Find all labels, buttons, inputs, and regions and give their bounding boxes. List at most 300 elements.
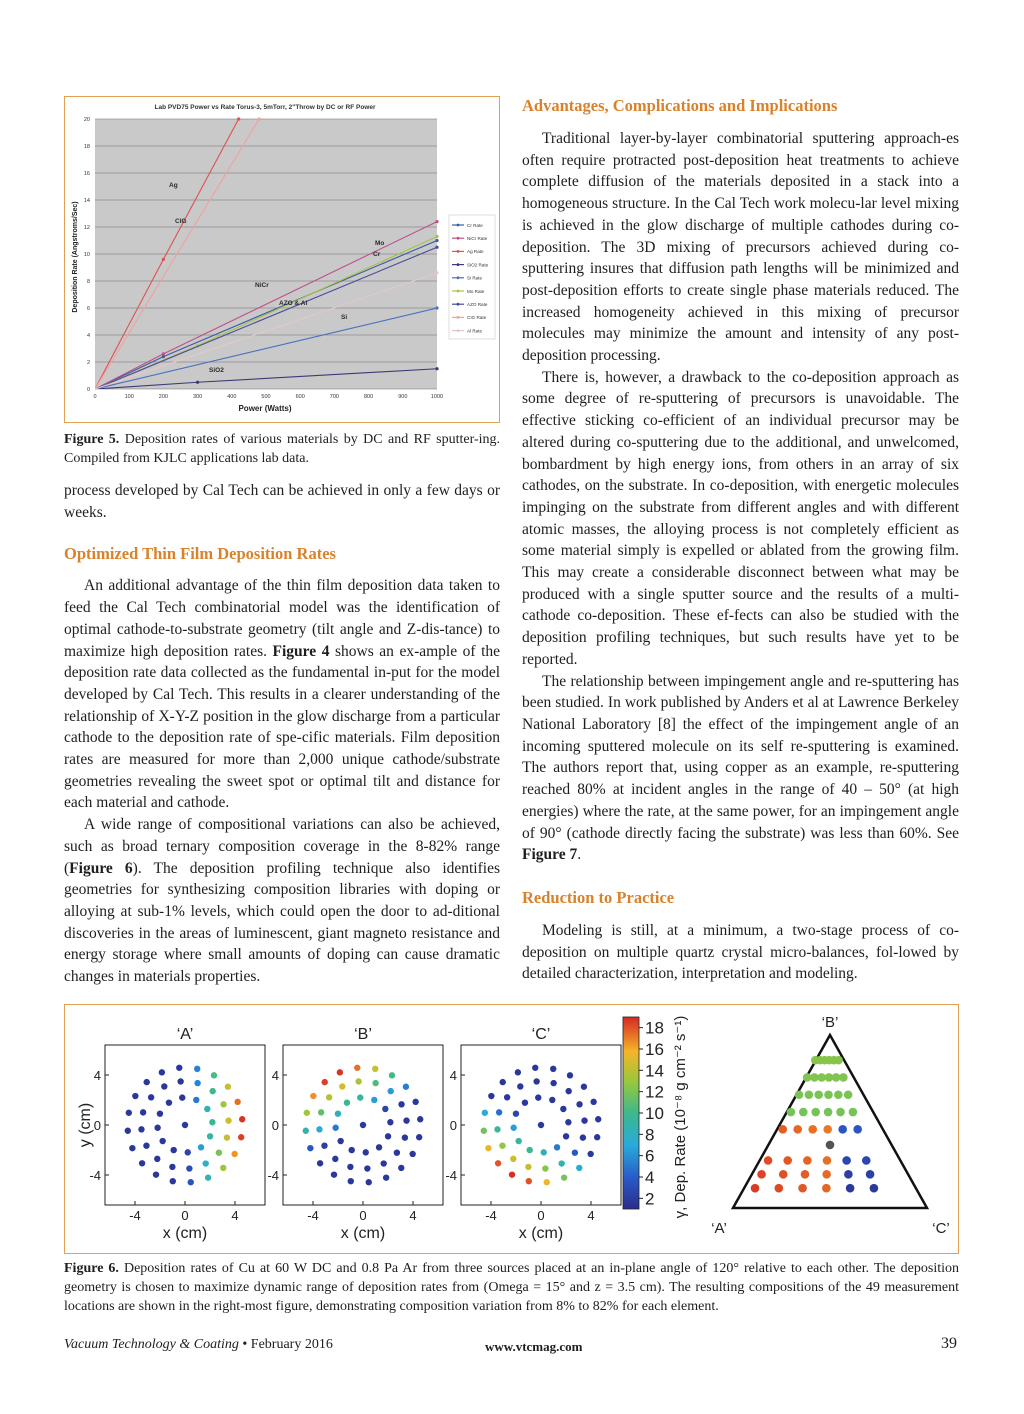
measurement-point [541, 1149, 547, 1155]
x-tick-label: 4 [409, 1208, 417, 1223]
measurement-point [535, 1094, 541, 1100]
measurement-point [322, 1079, 328, 1085]
measurement-point [494, 1126, 500, 1132]
panel-title: ‘B’ [354, 1026, 372, 1043]
figure-6-caption-label: Figure 6. [64, 1261, 119, 1276]
left-paragraph-continued: process developed by Cal Tech can be achieved in only a few days or weeks. [64, 482, 500, 521]
legend-label: Si Rate [467, 275, 483, 281]
composition-point [801, 1170, 810, 1179]
x-axis-label: x (cm) [162, 1225, 208, 1242]
measurement-point [402, 1134, 408, 1140]
measurement-point [225, 1084, 231, 1090]
composition-point [751, 1184, 760, 1193]
measurement-point [204, 1106, 210, 1112]
y-tick-label: 4 [271, 1068, 279, 1083]
right-p3-text-b: . [577, 846, 582, 864]
composition-point [757, 1170, 766, 1179]
data-point [435, 220, 438, 223]
x-tick-label: 400 [227, 394, 237, 400]
right-paragraph-4: Modeling is still, at a minimum, a two-stage process of co-deposition on multiple quartz crystal micro-balances, fol-lowed by detailed characterization, interpretation and modeling. [522, 921, 959, 983]
legend-marker [457, 237, 460, 240]
legend-label: Al Rate [467, 328, 483, 334]
measurement-point [515, 1138, 521, 1144]
figure-5-chart [65, 97, 498, 421]
composition-point [826, 1141, 835, 1150]
y-tick-label: 4 [86, 333, 90, 339]
composition-point [849, 1108, 858, 1117]
legend-label: SiO2 Rate [467, 262, 489, 268]
measurement-point [363, 1149, 369, 1155]
colorbar-tick-label: 18 [645, 1018, 664, 1038]
measurement-point [510, 1125, 516, 1131]
measurement-point [371, 1097, 377, 1103]
measurement-point [332, 1125, 338, 1131]
measurement-point [239, 1116, 245, 1122]
measurement-point [220, 1165, 226, 1171]
legend-marker [457, 224, 460, 227]
composition-point [870, 1184, 879, 1193]
y-tick-label: 10 [83, 252, 90, 258]
measurement-point [550, 1066, 556, 1072]
composition-point [822, 1184, 831, 1193]
measurement-point [403, 1084, 409, 1090]
measurement-point [303, 1128, 309, 1134]
y-tick-label: 0 [271, 1118, 279, 1133]
composition-point [793, 1125, 802, 1134]
legend-marker [457, 276, 460, 279]
y-tick-label: -4 [89, 1168, 101, 1183]
measurement-point [177, 1078, 183, 1084]
y-axis-label: Deposition Rate (Angstroms/Sec) [72, 201, 79, 313]
x-tick-label: -4 [307, 1208, 319, 1223]
measurement-point [526, 1178, 532, 1184]
heading-optimized-deposition: Optimized Thin Film Deposition Rates [64, 544, 336, 564]
legend-label: AZO Rate [467, 302, 488, 307]
measurement-point [307, 1145, 313, 1151]
measurement-point [332, 1156, 338, 1162]
footer-journal [64, 1337, 333, 1353]
measurement-point [515, 1069, 521, 1075]
legend-marker [457, 329, 460, 332]
measurement-point [347, 1164, 353, 1170]
colorbar-tick-label: 8 [645, 1125, 655, 1145]
right-paragraph-1: Traditional layer-by-layer combinatorial sputtering approach-es often require protracted post-deposition heat treatments to achieve complete diffusion of the materials deposited in a stack into a homogeneous structure. In the Cal Tech work molecu-lar level mixing is achieved in the glow discharge of multiple cathodes during co-deposition. The 3D mixing of precursors achieved during co-sputtering insures that diffusion path lengths will be minimized and post-deposition efforts to create single phase materials reduced. The increased homogeneity achieved in this mixing of precursor molecules may minimize the amount and intensity of any post-deposition processing. [522, 130, 959, 365]
measurement-point [194, 1080, 200, 1086]
composition-point [775, 1184, 784, 1193]
measurement-point [550, 1080, 556, 1086]
y-axis-label: y (cm) [77, 1102, 94, 1148]
series-annotation: Mo [375, 240, 385, 247]
x-tick-label: 4 [587, 1208, 595, 1223]
colorbar-tick-label: 10 [645, 1104, 664, 1123]
measurement-point [216, 1149, 222, 1155]
measurement-point [304, 1110, 310, 1116]
y-tick-label: 0 [449, 1118, 457, 1133]
measurement-point [488, 1093, 494, 1099]
measurement-point [366, 1179, 372, 1185]
measurement-point [496, 1109, 502, 1115]
measurement-point [517, 1083, 523, 1089]
data-point [435, 235, 438, 238]
heading-reduction-to-practice: Reduction to Practice [522, 887, 675, 907]
legend-marker [457, 250, 460, 253]
composition-point [783, 1156, 792, 1165]
measurement-point [499, 1142, 505, 1148]
measurement-point [337, 1069, 343, 1075]
measurement-point [595, 1116, 601, 1122]
data-point [162, 258, 165, 261]
measurement-point [409, 1151, 415, 1157]
measurement-point [558, 1160, 564, 1166]
legend-label: Mo Rate [467, 288, 485, 294]
legend-marker [457, 290, 460, 293]
legend-marker [457, 316, 460, 319]
composition-point [764, 1156, 773, 1165]
composition-point [779, 1170, 788, 1179]
measurement-point [590, 1099, 596, 1105]
colorbar-tick-label: 6 [645, 1146, 655, 1166]
measurement-point [382, 1106, 388, 1112]
composition-point [798, 1184, 807, 1193]
measurement-point [234, 1099, 240, 1105]
x-tick-label: 0 [537, 1208, 545, 1223]
measurement-point [398, 1165, 404, 1171]
x-tick-label: 100 [124, 394, 134, 400]
measurement-point [348, 1178, 354, 1184]
measurement-point [225, 1117, 231, 1123]
figure-5-frame [64, 96, 500, 423]
measurement-point [159, 1069, 165, 1075]
x-tick-label: -4 [485, 1208, 497, 1223]
right-column [522, 96, 959, 985]
composition-point [824, 1108, 833, 1117]
measurement-point [500, 1079, 506, 1085]
composition-point [823, 1156, 832, 1165]
measurement-point [387, 1088, 393, 1094]
spatial-panel [77, 1026, 265, 1242]
measurement-point [316, 1126, 322, 1132]
measurement-point [364, 1165, 370, 1171]
composition-point [814, 1090, 823, 1099]
measurement-point [202, 1160, 208, 1166]
measurement-point [394, 1149, 400, 1155]
y-tick-label: 6 [86, 306, 90, 312]
measurement-point [209, 1088, 215, 1094]
measurement-point [157, 1110, 163, 1116]
measurement-point [581, 1084, 587, 1090]
measurement-point [544, 1179, 550, 1185]
left-p2-figure-ref: Figure 6 [69, 859, 133, 877]
data-point [435, 367, 438, 370]
composition-point [805, 1090, 814, 1099]
measurement-point [594, 1134, 600, 1140]
measurement-point [495, 1160, 501, 1166]
measurement-point [154, 1156, 160, 1162]
measurement-point [357, 1094, 363, 1100]
chart-title: Lab PVD75 Power vs Rate Torus-3, 5mTorr, 2"Throw by DC or RF Power [154, 104, 376, 111]
y-tick-label: 2 [86, 360, 90, 366]
heading-advantages: Advantages, Complications and Implications [522, 96, 838, 115]
right-paragraph-2: There is, however, a drawback to the co-deposition approach as some degree of re-sputtering of precursors is unavoidable. The effective sticking co-efficient of an individual precursor may be altered during co-sputtering due to the additional, and unwelcomed, bombardment by high energy ions, from others in an array of six cathodes, on the substrate. In co-deposition, with energetic molecules impinging on the substrate from different angles and with different atomic masses, the alloying process is not completely efficient as some material simply is expelled or ablated from the growing film. This may create a considerable disconnect between what may be produced with a single sputter source and the results of a multi-cathode co-deposition. These ef-fects can also be studied with the deposition profiling techniques, but such results have yet to be reported. [522, 368, 959, 668]
measurement-point [533, 1078, 539, 1084]
series-annotation: Cr [373, 251, 381, 258]
measurement-point [581, 1117, 587, 1123]
composition-point [838, 1125, 847, 1134]
measurement-point [416, 1134, 422, 1140]
data-point [435, 306, 438, 309]
measurement-point [344, 1099, 350, 1105]
composition-point [778, 1125, 787, 1134]
panel-title: ‘A’ [176, 1026, 194, 1043]
colorbar-label: γ, Dep. Rate (10⁻⁸ g cm⁻² s⁻¹) [672, 1015, 689, 1219]
data-point [435, 271, 438, 274]
measurement-point [182, 1122, 188, 1128]
measurement-point [310, 1093, 316, 1099]
measurement-point [522, 1099, 528, 1105]
measurement-point [576, 1165, 582, 1171]
measurement-point [510, 1156, 516, 1162]
x-tick-label: 300 [193, 394, 203, 400]
measurement-point [354, 1065, 360, 1071]
composition-point [839, 1073, 848, 1082]
measurement-point [576, 1101, 582, 1107]
measurement-point [360, 1122, 366, 1128]
measurement-point [538, 1122, 544, 1128]
measurement-point [170, 1178, 176, 1184]
y-tick-label: 0 [93, 1118, 101, 1133]
measurement-point [481, 1128, 487, 1134]
measurement-point [482, 1110, 488, 1116]
composition-point [842, 1156, 851, 1165]
ternary-plot [711, 1014, 950, 1237]
figure-5-caption-text: Deposition rates of various materials by DC and RF sputter-ing. Compiled from KJLC applications lab data. [64, 432, 501, 466]
x-tick-label: 0 [93, 394, 97, 400]
page-number: 39 [941, 1335, 957, 1352]
measurement-point [526, 1147, 532, 1153]
data-point [435, 246, 438, 249]
legend-marker [457, 303, 460, 306]
measurement-point [139, 1160, 145, 1166]
measurement-point [380, 1160, 386, 1166]
series-annotation: CIG [175, 218, 187, 225]
measurement-point [179, 1094, 185, 1100]
measurement-point [166, 1099, 172, 1105]
measurement-point [383, 1174, 389, 1180]
measurement-point [504, 1094, 510, 1100]
figure-6-chart [65, 1005, 957, 1252]
legend-label: CIG Rate [467, 315, 487, 321]
measurement-point [580, 1134, 586, 1140]
legend-label: NiCr Rate [467, 236, 488, 241]
composition-point [836, 1108, 845, 1117]
measurement-point [321, 1142, 327, 1148]
measurement-point [389, 1072, 395, 1078]
composition-point [844, 1090, 853, 1099]
y-tick-label: 0 [86, 387, 90, 393]
measurement-point [126, 1110, 132, 1116]
measurement-point [198, 1144, 204, 1150]
composition-point [799, 1108, 808, 1117]
measurement-point [143, 1142, 149, 1148]
measurement-point [587, 1151, 593, 1157]
measurement-point [532, 1065, 538, 1071]
composition-point [844, 1170, 853, 1179]
measurement-point [317, 1160, 323, 1166]
measurement-point [154, 1125, 160, 1131]
left-p1-figure-ref: Figure 4 [272, 642, 330, 660]
measurement-point [148, 1094, 154, 1100]
measurement-point [549, 1097, 555, 1103]
colorbar-tick-label: 12 [645, 1082, 664, 1102]
left-paragraph-2 [64, 814, 500, 988]
x-tick-label: 900 [398, 394, 408, 400]
spatial-panel [445, 1026, 621, 1242]
measurement-point [125, 1128, 131, 1134]
measurement-point [337, 1138, 343, 1144]
left-p2-text-a: A wide range of compositional variations can also be achieved, such as broad ternary composition coverage in the 8-82% range ( [64, 816, 500, 877]
measurement-point [231, 1151, 237, 1157]
measurement-point [567, 1072, 573, 1078]
composition-point [853, 1125, 862, 1134]
measurement-point [417, 1116, 423, 1122]
measurement-point [565, 1088, 571, 1094]
measurement-point [565, 1119, 571, 1125]
measurement-point [563, 1133, 569, 1139]
measurement-point [224, 1134, 230, 1140]
measurement-point [138, 1126, 144, 1132]
figure-5-caption-label: Figure 5. [64, 432, 120, 447]
left-p1-text-a: An additional advantage of the thin film deposition data taken to feed the Cal Tech combinatorial model was the identification of optimal cathode-to-substrate geometry (tilt angle and Z-dis-tance) to maximize high deposition rates. [64, 577, 500, 660]
measurement-point [159, 1138, 165, 1144]
ternary-vertex-label: ‘C’ [932, 1220, 950, 1237]
x-tick-label: 700 [329, 394, 339, 400]
measurement-point [194, 1066, 200, 1072]
measurement-point [509, 1171, 515, 1177]
y-tick-label: 4 [93, 1068, 101, 1083]
figure-6-frame [64, 1004, 959, 1254]
series-annotation: Si [341, 314, 348, 321]
y-tick-label: 8 [86, 279, 90, 285]
colorbar-tick-label: 2 [645, 1189, 655, 1209]
composition-point [846, 1184, 855, 1193]
measurement-point [129, 1145, 135, 1151]
measurement-point [211, 1072, 217, 1078]
left-column [64, 480, 500, 988]
data-point [162, 352, 165, 355]
measurement-point [485, 1145, 491, 1151]
x-tick-label: 600 [295, 394, 305, 400]
measurement-point [372, 1066, 378, 1072]
measurement-point [132, 1093, 138, 1099]
measurement-point [331, 1171, 337, 1177]
measurement-point [205, 1174, 211, 1180]
measurement-point [169, 1164, 175, 1170]
colorbar-tick-label: 14 [645, 1061, 664, 1081]
composition-point [834, 1090, 843, 1099]
series-annotation: AZO & Al [279, 300, 308, 307]
y-tick-label: 16 [83, 171, 90, 177]
right-p3-figure-ref: Figure 7 [522, 846, 578, 864]
measurement-point [513, 1110, 519, 1116]
footer-journal-name: Vacuum Technology & Coating [64, 1337, 239, 1352]
x-tick-label: -4 [129, 1208, 141, 1223]
footer-bullet: • [242, 1337, 248, 1352]
data-point [196, 381, 199, 384]
measurement-point [220, 1101, 226, 1107]
measurement-point [326, 1094, 332, 1100]
figure-6-caption [64, 1259, 959, 1316]
composition-point [803, 1156, 812, 1165]
measurement-point [542, 1165, 548, 1171]
x-tick-label: 500 [261, 394, 271, 400]
measurement-point [193, 1097, 199, 1103]
measurement-point [207, 1133, 213, 1139]
composition-point [808, 1125, 817, 1134]
colorbar-tick-label: 4 [645, 1168, 655, 1187]
x-tick-label: 800 [364, 394, 374, 400]
y-tick-label: 20 [83, 117, 90, 123]
legend-marker [457, 263, 460, 266]
measurement-point [560, 1106, 566, 1112]
x-tick-label: 4 [231, 1208, 239, 1223]
left-paragraph-1 [64, 575, 500, 814]
measurement-point [554, 1144, 560, 1150]
x-axis-label: x (cm) [518, 1225, 564, 1242]
y-tick-label: 18 [83, 144, 90, 150]
composition-point [822, 1170, 831, 1179]
legend-label: Ag Rate [467, 249, 484, 255]
measurement-point [335, 1110, 341, 1116]
colorbar-tick-label: 16 [645, 1040, 664, 1059]
x-tick-label: 0 [181, 1208, 189, 1223]
data-point [258, 117, 261, 120]
x-tick-label: 1000 [430, 394, 444, 400]
data-point [237, 117, 240, 120]
footer-url[interactable]: www.vtcmag.com [485, 1339, 583, 1354]
measurement-point [170, 1147, 176, 1153]
y-tick-label: 4 [449, 1068, 457, 1083]
composition-point [795, 1090, 804, 1099]
composition-point [787, 1108, 796, 1117]
data-point [435, 239, 438, 242]
measurement-point [376, 1144, 382, 1150]
y-tick-label: 12 [83, 225, 90, 231]
series-annotation: Ag [169, 182, 178, 189]
measurement-point [161, 1083, 167, 1089]
measurement-point [176, 1065, 182, 1071]
ternary-vertex-label: ‘B’ [821, 1014, 839, 1031]
measurement-point [140, 1109, 146, 1115]
legend-label: Cr Rate [467, 222, 483, 228]
y-tick-label: -4 [267, 1168, 279, 1183]
measurement-point [153, 1171, 159, 1177]
y-tick-label: 14 [83, 198, 90, 204]
measurement-point [398, 1101, 404, 1107]
spatial-panel [267, 1026, 443, 1242]
composition-point [834, 1056, 843, 1065]
measurement-point [572, 1149, 578, 1155]
measurement-point [185, 1149, 191, 1155]
x-tick-label: 200 [158, 394, 168, 400]
measurement-point [144, 1079, 150, 1085]
composition-point [866, 1170, 875, 1179]
left-p2-text-b: ). The deposition profiling technique also identifies geometries for synthesizing composition libraries with doping or alloying at sub-1% levels, which could open the door to ad-ditional discoveries in the areas of luminescent, giant magneto resistance and energy storage where small amounts of doping can cause dramatic changes in materials properties. [64, 859, 500, 986]
x-tick-label: 0 [359, 1208, 367, 1223]
measurement-point [318, 1109, 324, 1115]
composition-point [811, 1108, 820, 1117]
right-p3-text-a: The relationship between impingement angle and re-sputtering has been studied. In work published by Anders et al at Lawrence Berkeley National Laboratory [8] the effect of the impingement angle of an incoming sputtered molecule on its self re-sputtering is examined. The authors report that, using copper as an example, re-sputtering reached 80% at incident angles in the range of 40 – 50° (at high energies) where the rate, at the same power, for an impingement angle of 90° (cathode directly facing the substrate) was less than 60%. See [522, 672, 959, 842]
left-p1-text-b: shows an ex-ample of the deposition rate data collected as the fundamental in-put for the model developed by Cal Tech. This results in a clearer understanding of the relationship of X-Y-Z position in the glow discharge from a particular cathode to the deposition rate of spe-cific materials. Film deposition rates are measured for more than 2,000 unique cathode/substrate geometries revealing the sweet spot or optimal tilt and distance for each material and cathode. [64, 642, 501, 812]
